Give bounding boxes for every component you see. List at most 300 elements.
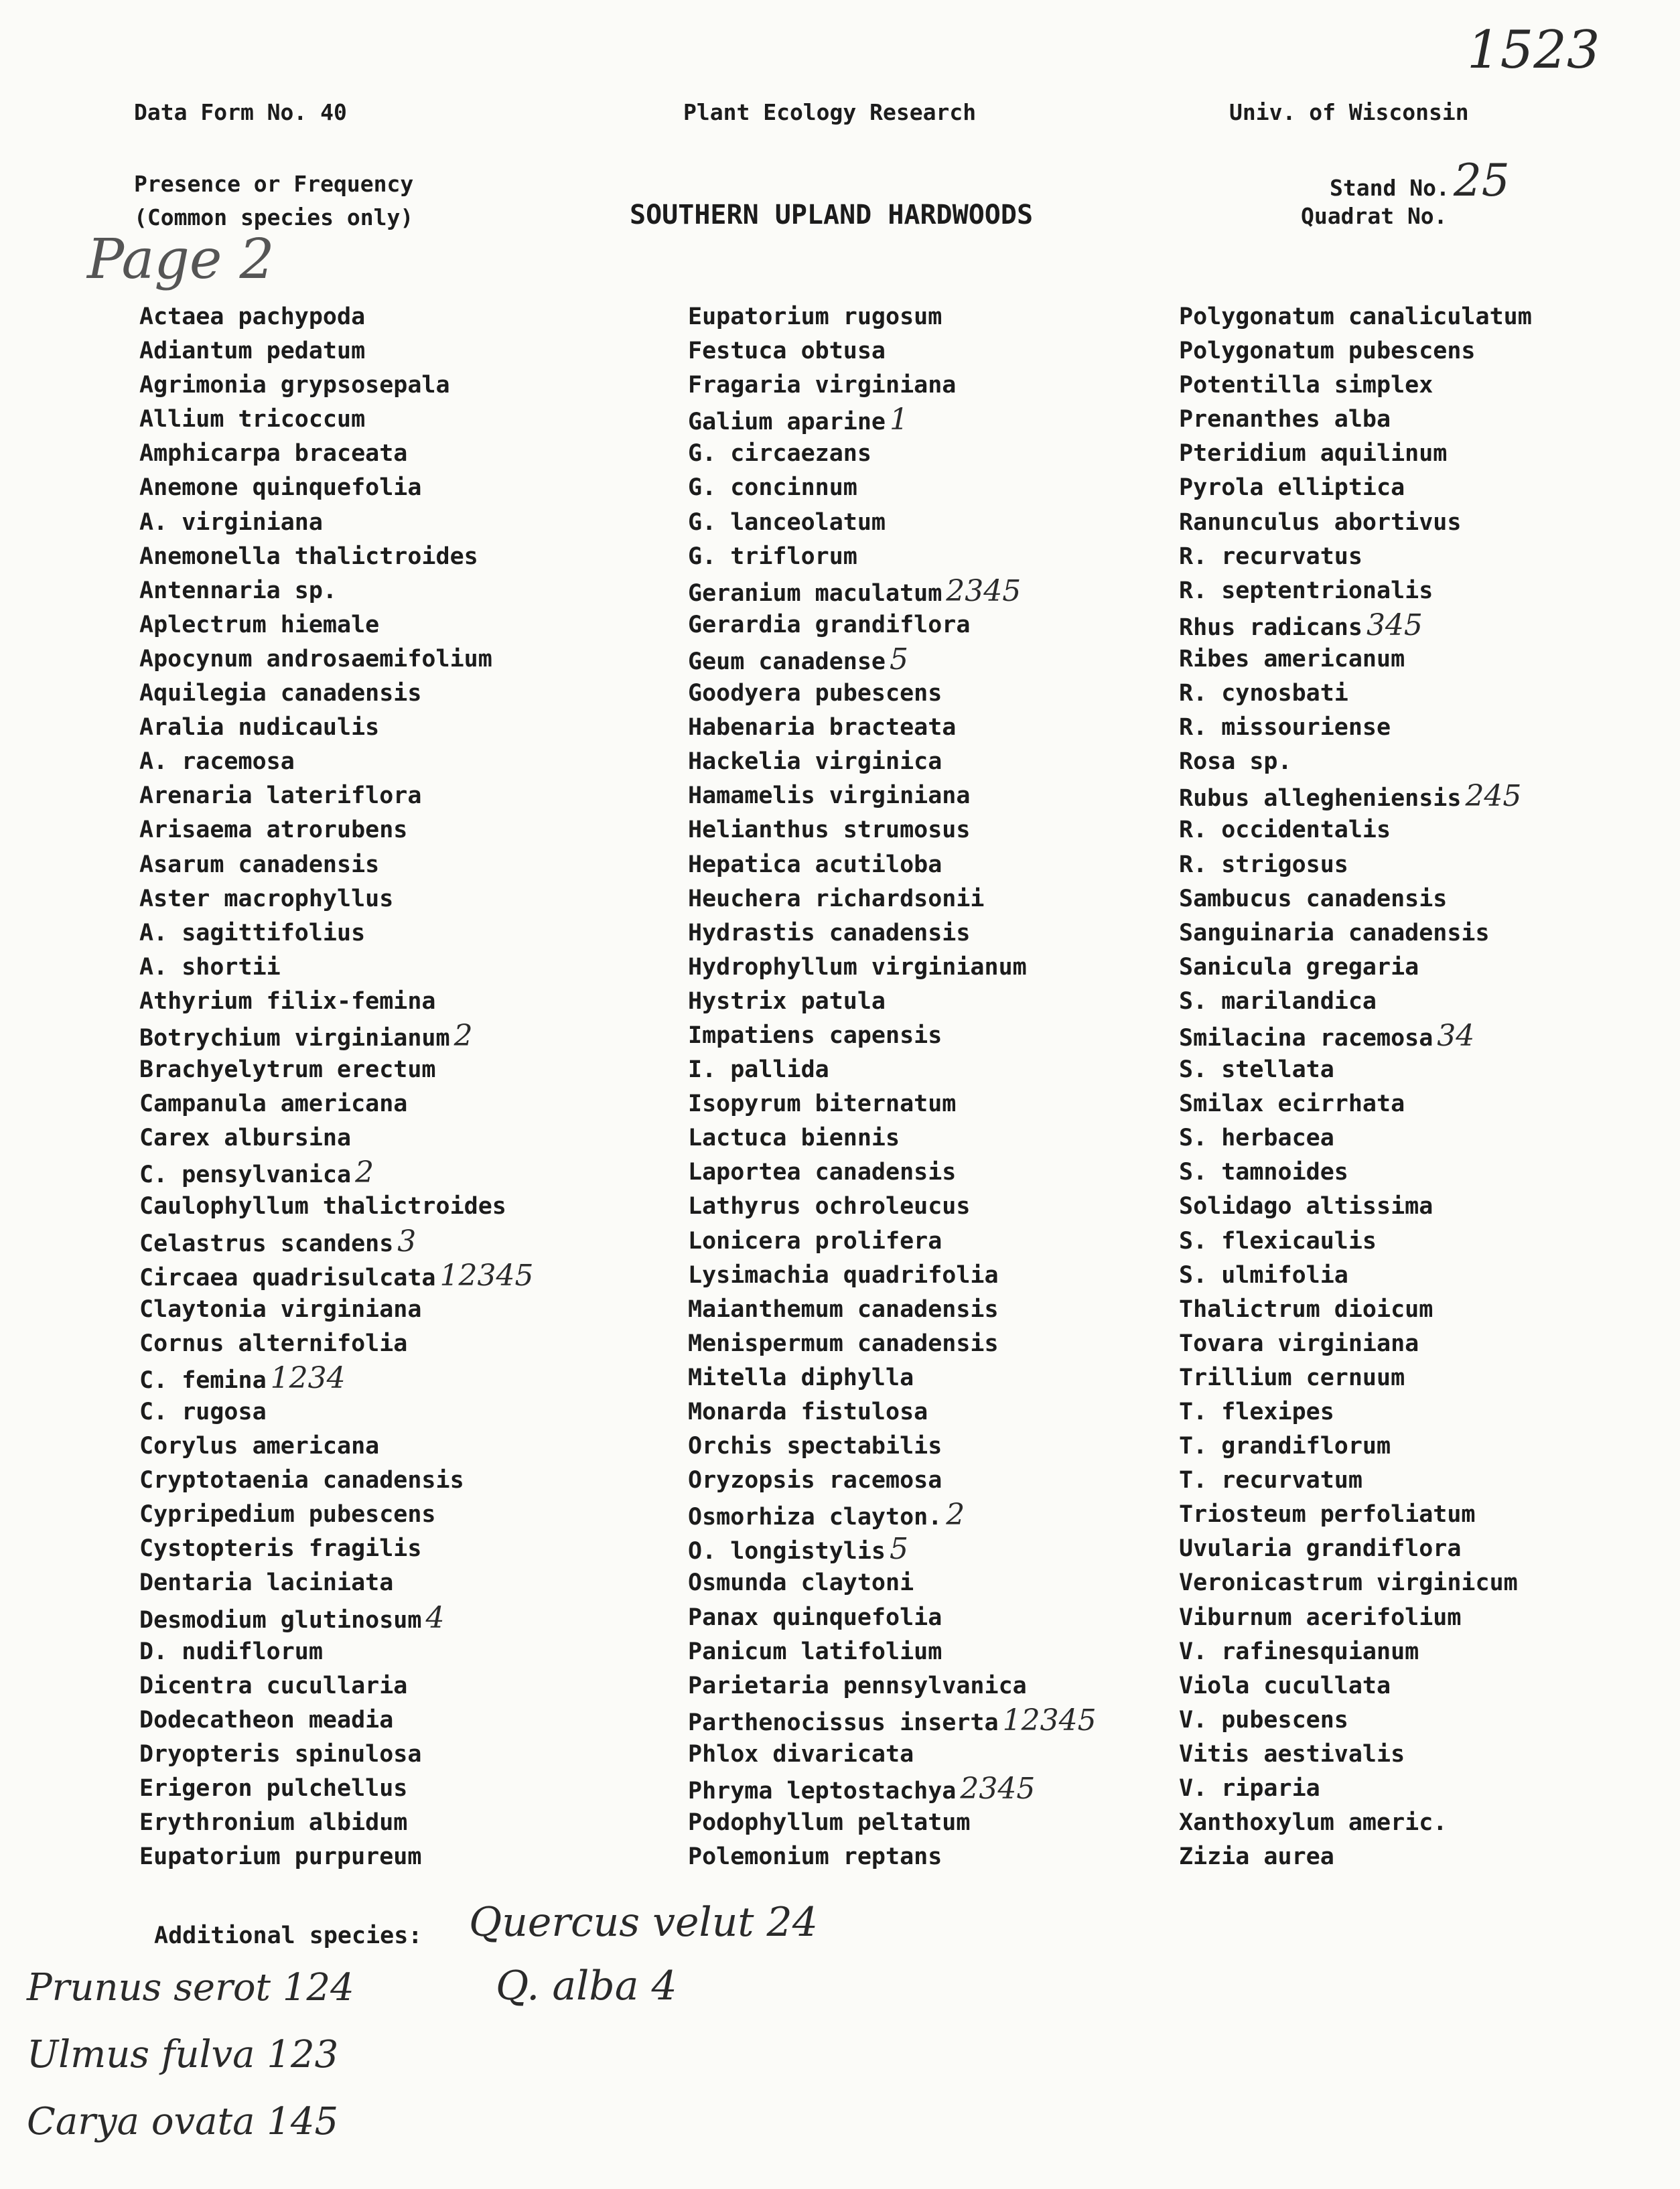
species-row xyxy=(1179,1395,1532,1429)
species-name: Laportea canadensis xyxy=(688,1159,957,1186)
species-row xyxy=(688,1259,1097,1293)
species-row xyxy=(139,1155,534,1190)
species-name: Anemonella thalictroides xyxy=(139,543,478,570)
species-row xyxy=(688,1601,1097,1635)
frequency-note: 12345 xyxy=(1002,1703,1097,1738)
species-row xyxy=(1179,1772,1532,1806)
species-name: Erigeron pulchellus xyxy=(139,1775,408,1803)
species-row xyxy=(139,403,534,437)
page-note: Page 2 xyxy=(87,228,275,291)
species-name: Oryzopsis racemosa xyxy=(688,1467,942,1494)
species-row xyxy=(139,1840,534,1874)
species-name: A. virginiana xyxy=(139,508,323,536)
species-name: Desmodium glutinosum xyxy=(139,1606,422,1634)
species-column-2 xyxy=(688,300,1097,1874)
species-name: Arisaema atrorubens xyxy=(139,817,408,844)
species-row xyxy=(688,813,1097,847)
species-row xyxy=(1179,1259,1532,1293)
frequency-note: 5 xyxy=(890,642,909,677)
species-name: Panicum latifolium xyxy=(688,1638,942,1665)
species-name: Apocynum androsaemifolium xyxy=(139,645,492,673)
species-name: Ranunculus abortivus xyxy=(1179,508,1462,536)
species-name: Rubus allegheniensis xyxy=(1179,785,1462,813)
species-name: Parietaria pennsylvanica xyxy=(688,1672,1027,1699)
species-name: Adiantum pedatum xyxy=(139,338,366,365)
species-row xyxy=(1179,848,1532,882)
species-name: Lysimachia quadrifolia xyxy=(688,1261,999,1289)
species-name: Polygonatum canaliculatum xyxy=(1179,303,1532,330)
species-name: Dodecatheon meadia xyxy=(139,1706,394,1734)
species-name: Cornus alternifolia xyxy=(139,1330,408,1357)
additional-species-label: Additional species: xyxy=(154,1922,423,1949)
species-row xyxy=(688,1669,1097,1703)
species-row xyxy=(688,1121,1097,1155)
species-name: Tovara virginiana xyxy=(1179,1330,1419,1357)
species-row xyxy=(139,1498,534,1532)
species-name: Brachyelytrum erectum xyxy=(139,1056,436,1084)
species-row xyxy=(139,1772,534,1806)
additional-entry: Carya ovata 145 xyxy=(27,2100,339,2143)
species-name: Triosteum perfoliatum xyxy=(1179,1501,1476,1529)
page-number: 1523 xyxy=(1467,20,1600,80)
species-row xyxy=(139,916,534,950)
additional-entry: Q. alba 4 xyxy=(496,1963,677,2009)
species-row xyxy=(139,711,534,745)
species-row xyxy=(1179,1635,1532,1669)
species-name: Polemonium reptans xyxy=(688,1843,942,1871)
species-row xyxy=(688,1806,1097,1840)
species-name: Hepatica acutiloba xyxy=(688,851,942,878)
stand-label: Stand No. xyxy=(1330,175,1450,201)
species-row xyxy=(688,1087,1097,1121)
species-name: Ribes americanum xyxy=(1179,645,1405,673)
species-name: T. grandiflorum xyxy=(1179,1433,1391,1460)
species-row xyxy=(688,437,1097,471)
species-row xyxy=(139,437,534,471)
species-name: R. recurvatus xyxy=(1179,543,1362,570)
species-name: A. shortii xyxy=(139,953,281,981)
species-name: Lathyrus ochroleucus xyxy=(688,1193,971,1220)
frequency-note: 2 xyxy=(453,1018,473,1053)
species-name: Amphicarpa braceata xyxy=(139,440,408,468)
species-name: Circaea quadrisulcata xyxy=(139,1264,436,1291)
species-row xyxy=(1179,1738,1532,1772)
frequency-note: 1 xyxy=(890,403,909,437)
species-row xyxy=(139,1019,534,1053)
species-name: Phlox divaricata xyxy=(688,1740,914,1768)
species-row xyxy=(688,540,1097,574)
species-row xyxy=(688,1738,1097,1772)
species-name: Hydrophyllum virginianum xyxy=(688,953,1027,981)
species-row xyxy=(1179,1806,1532,1840)
species-row xyxy=(688,368,1097,403)
additional-entry: Ulmus fulva 123 xyxy=(27,2033,339,2076)
species-row xyxy=(1179,506,1532,540)
species-name: G. triflorum xyxy=(688,543,857,570)
species-name: R. occidentalis xyxy=(1179,817,1391,844)
species-row xyxy=(1179,916,1532,950)
species-row xyxy=(139,471,534,505)
species-row xyxy=(139,1601,534,1635)
species-row xyxy=(139,1293,534,1327)
species-row xyxy=(139,1224,534,1259)
frequency-note: 4 xyxy=(425,1600,445,1635)
species-row xyxy=(1179,1293,1532,1327)
species-row xyxy=(1179,1019,1532,1053)
frequency-note: 2345 xyxy=(946,573,1022,608)
species-row xyxy=(688,1327,1097,1361)
species-row xyxy=(139,1464,534,1498)
species-row xyxy=(1179,1566,1532,1600)
species-row xyxy=(688,1224,1097,1259)
species-row xyxy=(688,985,1097,1019)
species-row xyxy=(1179,437,1532,471)
species-row xyxy=(1179,334,1532,368)
species-name: Agrimonia grypsosepala xyxy=(139,372,450,399)
species-row xyxy=(688,300,1097,334)
species-row xyxy=(1179,471,1532,505)
species-row xyxy=(688,334,1097,368)
species-name: Rhus radicans xyxy=(1179,614,1362,641)
species-name: Erythronium albidum xyxy=(139,1809,408,1837)
species-name: Aplectrum hiemale xyxy=(139,611,380,638)
frequency-note: 2 xyxy=(355,1155,374,1190)
species-row xyxy=(688,642,1097,677)
species-row xyxy=(1179,540,1532,574)
species-row xyxy=(1179,677,1532,711)
species-name: Xanthoxylum americ. xyxy=(1179,1809,1448,1837)
species-name: Corylus americana xyxy=(139,1433,380,1460)
species-row xyxy=(139,1190,534,1224)
species-row xyxy=(688,1155,1097,1190)
species-row xyxy=(139,1703,534,1738)
species-row xyxy=(139,1053,534,1087)
species-name: Prenanthes alba xyxy=(1179,406,1391,433)
species-row xyxy=(1179,1053,1532,1087)
species-row xyxy=(1179,745,1532,779)
species-name: Hackelia virginica xyxy=(688,748,942,776)
species-row xyxy=(688,1053,1097,1087)
species-row xyxy=(139,1395,534,1429)
species-name: Osmunda claytoni xyxy=(688,1569,914,1597)
species-row xyxy=(688,1361,1097,1395)
species-row xyxy=(1179,1087,1532,1121)
university: Univ. of Wisconsin xyxy=(1229,99,1469,125)
species-row xyxy=(1179,1224,1532,1259)
species-name: Campanula americana xyxy=(139,1090,408,1118)
species-name: Uvularia grandiflora xyxy=(1179,1535,1462,1563)
species-row xyxy=(688,1498,1097,1532)
species-name: Aralia nudicaulis xyxy=(139,714,380,742)
species-name: Aquilegia canadensis xyxy=(139,680,422,707)
species-name: Orchis spectabilis xyxy=(688,1433,942,1460)
frequency-note: 1234 xyxy=(270,1360,346,1395)
species-row xyxy=(1179,1121,1532,1155)
species-row xyxy=(1179,1703,1532,1738)
frequency-note: 345 xyxy=(1366,608,1423,642)
species-name: Anemone quinquefolia xyxy=(139,474,422,502)
species-row xyxy=(1179,574,1532,608)
species-name: T. recurvatum xyxy=(1179,1467,1362,1494)
species-name: Heuchera richardsonii xyxy=(688,885,985,912)
species-name: Pyrola elliptica xyxy=(1179,474,1405,502)
species-row xyxy=(688,1532,1097,1566)
species-row xyxy=(688,1464,1097,1498)
species-column-1 xyxy=(139,300,534,1874)
species-row xyxy=(139,1669,534,1703)
species-name: Botrychium virginianum xyxy=(139,1024,450,1052)
species-name: Claytonia virginiana xyxy=(139,1295,422,1323)
species-name: O. longistylis xyxy=(688,1538,886,1565)
species-row xyxy=(1179,403,1532,437)
species-row xyxy=(1179,1327,1532,1361)
species-name: Sanicula gregaria xyxy=(1179,953,1419,981)
frequency-note: 34 xyxy=(1437,1018,1475,1053)
species-row xyxy=(139,745,534,779)
species-name: Polygonatum pubescens xyxy=(1179,338,1476,365)
species-row xyxy=(139,1738,534,1772)
species-row xyxy=(139,882,534,916)
species-name: Menispermum canadensis xyxy=(688,1330,999,1357)
species-row xyxy=(688,1019,1097,1053)
species-name: Dryopteris spinulosa xyxy=(139,1740,422,1768)
species-row xyxy=(1179,813,1532,847)
species-name: V. riparia xyxy=(1179,1775,1320,1803)
species-row xyxy=(139,506,534,540)
species-row xyxy=(139,608,534,642)
species-row xyxy=(139,540,534,574)
species-name: Habenaria bracteata xyxy=(688,714,957,742)
species-name: Mitella diphylla xyxy=(688,1364,914,1391)
species-row xyxy=(1179,1601,1532,1635)
species-row xyxy=(688,1190,1097,1224)
species-name: R. cynosbati xyxy=(1179,680,1348,707)
species-name: S. herbacea xyxy=(1179,1125,1334,1152)
species-name: S. stellata xyxy=(1179,1056,1334,1084)
species-name: Phryma leptostachya xyxy=(688,1778,957,1805)
species-row xyxy=(1179,1464,1532,1498)
species-row xyxy=(688,1703,1097,1738)
species-name: Lactuca biennis xyxy=(688,1125,900,1152)
species-name: Athyrium filix-femina xyxy=(139,987,436,1015)
species-name: S. flexicaulis xyxy=(1179,1227,1377,1255)
additional-entry: Quercus velut 24 xyxy=(469,1899,818,1946)
species-name: Viola cucullata xyxy=(1179,1672,1391,1699)
species-name: C. femina xyxy=(139,1366,267,1394)
species-name: Caulophyllum thalictroides xyxy=(139,1193,506,1220)
species-name: Aster macrophyllus xyxy=(139,885,394,912)
species-name: Hamamelis virginiana xyxy=(688,782,971,810)
species-name: S. ulmifolia xyxy=(1179,1261,1348,1289)
species-name: Isopyrum biternatum xyxy=(688,1090,957,1118)
species-row xyxy=(139,1361,534,1395)
quadrat-label: Quadrat No. xyxy=(1301,203,1448,229)
species-name: Zizia aurea xyxy=(1179,1843,1334,1871)
species-row xyxy=(688,403,1097,437)
species-name: A. racemosa xyxy=(139,748,295,776)
species-row xyxy=(688,1395,1097,1429)
species-name: Sambucus canadensis xyxy=(1179,885,1448,912)
species-name: Carex albursina xyxy=(139,1125,352,1152)
species-name: Asarum canadensis xyxy=(139,851,380,878)
additional-entry: Prunus serot 124 xyxy=(27,1966,354,2009)
species-row xyxy=(688,1429,1097,1464)
species-name: Veronicastrum virginicum xyxy=(1179,1569,1518,1597)
species-row xyxy=(139,848,534,882)
species-row xyxy=(139,1806,534,1840)
species-row xyxy=(688,779,1097,813)
presence-line-2: (Common species only) xyxy=(134,204,414,230)
species-name: Lonicera prolifera xyxy=(688,1227,942,1255)
species-row xyxy=(1179,1155,1532,1190)
species-name: Thalictrum dioicum xyxy=(1179,1295,1433,1323)
species-name: T. flexipes xyxy=(1179,1399,1334,1425)
species-row xyxy=(1179,1361,1532,1395)
page-title: SOUTHERN UPLAND HARDWOODS xyxy=(630,200,1034,230)
species-name: D. nudiflorum xyxy=(139,1638,323,1665)
species-name: G. concinnum xyxy=(688,474,857,502)
species-name: Potentilla simplex xyxy=(1179,372,1433,399)
species-row xyxy=(1179,1498,1532,1532)
species-name: Cryptotaenia canadensis xyxy=(139,1467,464,1494)
species-name: Geum canadense xyxy=(688,648,886,675)
species-name: Festuca obtusa xyxy=(688,338,886,365)
species-name: Dentaria laciniata xyxy=(139,1569,394,1597)
species-name: R. septentrionalis xyxy=(1179,577,1433,604)
species-name: Actaea pachypoda xyxy=(139,303,366,330)
species-name: Smilax ecirrhata xyxy=(1179,1090,1405,1118)
species-row xyxy=(139,677,534,711)
stand-number xyxy=(1330,155,1510,206)
species-row xyxy=(139,1327,534,1361)
species-name: Hydrastis canadensis xyxy=(688,919,971,946)
species-name: Fragaria virginiana xyxy=(688,372,957,399)
species-name: Viburnum acerifolium xyxy=(1179,1604,1462,1631)
species-row xyxy=(1179,1532,1532,1566)
species-row xyxy=(688,608,1097,642)
frequency-note: 2 xyxy=(946,1498,965,1533)
species-name: Eupatorium purpureum xyxy=(139,1843,422,1871)
species-name: G. circaezans xyxy=(688,440,871,468)
species-name: V. pubescens xyxy=(1179,1706,1348,1734)
species-name: C. pensylvanica xyxy=(139,1161,352,1189)
species-name: Eupatorium rugosum xyxy=(688,303,942,330)
species-name: G. lanceolatum xyxy=(688,508,886,536)
species-name: Dicentra cucullaria xyxy=(139,1672,408,1699)
species-row xyxy=(1179,950,1532,985)
species-name: R. missouriense xyxy=(1179,714,1391,742)
frequency-note: 2345 xyxy=(960,1772,1036,1807)
species-row xyxy=(688,1566,1097,1600)
species-row xyxy=(688,574,1097,608)
species-name: Celastrus scandens xyxy=(139,1230,394,1257)
species-row xyxy=(688,848,1097,882)
species-row xyxy=(1179,642,1532,677)
species-name: I. pallida xyxy=(688,1056,829,1084)
species-name: S. marilandica xyxy=(1179,987,1377,1015)
species-row xyxy=(1179,985,1532,1019)
species-name: Geranium maculatum xyxy=(688,579,942,607)
species-name: Sanguinaria canadensis xyxy=(1179,919,1490,946)
species-row xyxy=(139,368,534,403)
species-row xyxy=(1179,1429,1532,1464)
species-row xyxy=(1179,1669,1532,1703)
species-row xyxy=(139,1121,534,1155)
species-name: Hystrix patula xyxy=(688,987,886,1015)
species-name: Cypripedium pubescens xyxy=(139,1501,436,1529)
species-name: Gerardia grandiflora xyxy=(688,611,971,638)
stand-value: 25 xyxy=(1453,155,1510,206)
species-row xyxy=(688,471,1097,505)
species-row xyxy=(688,882,1097,916)
species-row xyxy=(139,779,534,813)
species-row xyxy=(139,985,534,1019)
species-row xyxy=(688,506,1097,540)
species-column-3 xyxy=(1179,300,1532,1874)
frequency-note: 245 xyxy=(1465,779,1522,814)
species-name: V. rafinesquianum xyxy=(1179,1638,1419,1665)
form-number: Data Form No. 40 xyxy=(134,99,347,125)
species-name: Goodyera pubescens xyxy=(688,680,942,707)
species-row xyxy=(139,300,534,334)
presence-line-1: Presence or Frequency xyxy=(134,171,414,197)
organization: Plant Ecology Research xyxy=(683,99,977,125)
species-row xyxy=(688,916,1097,950)
species-name: A. sagittifolius xyxy=(139,919,366,946)
species-name: S. tamnoides xyxy=(1179,1159,1348,1186)
species-row xyxy=(1179,882,1532,916)
frequency-note: 3 xyxy=(397,1224,417,1259)
species-row xyxy=(1179,608,1532,642)
species-name: Arenaria lateriflora xyxy=(139,782,422,810)
species-row xyxy=(139,642,534,677)
species-row xyxy=(139,813,534,847)
species-name: Helianthus strumosus xyxy=(688,817,971,844)
species-row xyxy=(688,950,1097,985)
species-row xyxy=(139,1566,534,1600)
species-row xyxy=(1179,300,1532,334)
species-row xyxy=(1179,1190,1532,1224)
species-row xyxy=(139,1087,534,1121)
species-name: Allium tricoccum xyxy=(139,406,366,433)
species-name: Podophyllum peltatum xyxy=(688,1809,971,1837)
species-row xyxy=(139,1532,534,1566)
frequency-note: 12345 xyxy=(439,1258,534,1293)
species-row xyxy=(139,1635,534,1669)
species-row xyxy=(688,745,1097,779)
species-name: Osmorhiza clayton. xyxy=(688,1504,942,1531)
species-name: Monarda fistulosa xyxy=(688,1399,928,1425)
species-row xyxy=(139,574,534,608)
species-name: Cystopteris fragilis xyxy=(139,1535,422,1563)
species-row xyxy=(688,1772,1097,1806)
species-name: Vitis aestivalis xyxy=(1179,1740,1405,1768)
species-row xyxy=(1179,779,1532,813)
species-name: Solidago altissima xyxy=(1179,1193,1433,1220)
species-name: Galium aparine xyxy=(688,409,886,436)
species-name: C. rugosa xyxy=(139,1399,267,1425)
species-name: Maianthemum canadensis xyxy=(688,1295,999,1323)
species-row xyxy=(688,1840,1097,1874)
species-name: Impatiens capensis xyxy=(688,1021,942,1049)
species-row xyxy=(1179,711,1532,745)
species-name: Rosa sp. xyxy=(1179,748,1292,776)
species-row xyxy=(139,950,534,985)
species-row xyxy=(139,1259,534,1293)
species-name: Pteridium aquilinum xyxy=(1179,440,1448,468)
species-row xyxy=(1179,1840,1532,1874)
species-name: Trillium cernuum xyxy=(1179,1364,1405,1391)
